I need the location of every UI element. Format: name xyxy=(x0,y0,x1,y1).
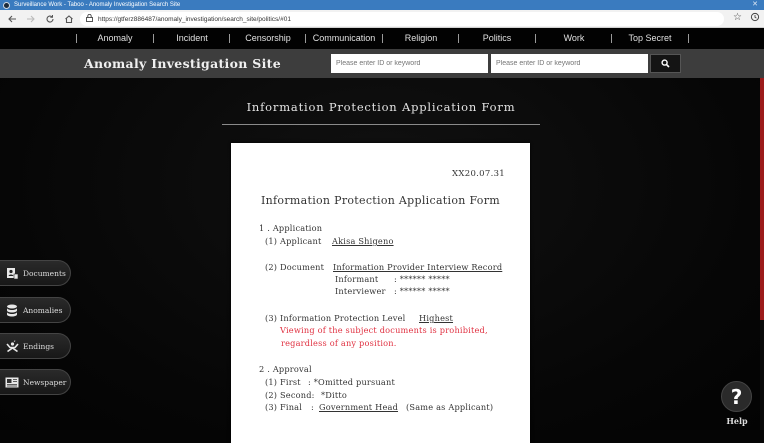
informant-label: Informant xyxy=(335,274,379,284)
search-button[interactable] xyxy=(650,54,681,73)
document-label: (2) Document xyxy=(265,262,325,272)
site-header xyxy=(0,49,764,78)
app-icon xyxy=(3,2,10,9)
approval-first-label: (1) First xyxy=(265,377,301,387)
warning-text-line1: Viewing of the subject documents is prohibited, xyxy=(280,325,488,335)
category-nav xyxy=(0,28,764,49)
reload-button[interactable] xyxy=(43,12,57,26)
protection-level-label: (3) Information Protection Level xyxy=(265,313,406,323)
forward-button[interactable] xyxy=(24,12,38,26)
sidebar-anomalies-button[interactable] xyxy=(0,297,71,323)
reload-icon xyxy=(45,14,55,24)
sidebar-anomalies-label: Anomalies xyxy=(23,305,63,315)
title-divider xyxy=(222,124,540,125)
nav-item-anomaly[interactable]: Anomaly xyxy=(97,33,133,43)
approval-first-value: : *Omitted pursuant xyxy=(308,377,395,387)
database-icon xyxy=(5,303,19,317)
documents-icon xyxy=(5,266,19,280)
window-title: Surveillance Work - Taboo - Anomaly Investigation Search Site xyxy=(14,2,181,8)
window-titlebar xyxy=(0,0,764,10)
favorite-star-icon[interactable]: ☆ xyxy=(733,12,742,23)
applicant-value: Akisa Shigeno xyxy=(332,236,394,246)
arrow-left-icon xyxy=(7,14,17,24)
interviewer-value: : ****** ***** xyxy=(394,286,450,296)
newspaper-icon xyxy=(5,375,19,389)
page-title: Information Protection Application Form xyxy=(246,100,516,114)
scrollbar-thumb[interactable] xyxy=(760,78,764,320)
approval-second-label: (2) Second: xyxy=(265,390,315,400)
site-title: Anomaly Investigation Site xyxy=(84,56,281,71)
protection-level-value: Highest xyxy=(419,313,454,323)
document-title: Information Protection Application Form xyxy=(261,194,500,207)
approval-final-note: (Same as Applicant) xyxy=(406,402,494,412)
nav-item-incident[interactable]: Incident xyxy=(176,33,208,43)
nav-item-work[interactable]: Work xyxy=(563,33,585,43)
help-button[interactable]: ? xyxy=(721,381,752,412)
nav-item-politics[interactable]: Politics xyxy=(482,33,512,43)
search-icon xyxy=(661,59,670,68)
address-bar[interactable] xyxy=(80,12,724,26)
nav-item-communication[interactable]: Communication xyxy=(312,33,376,43)
sidebar-documents-label: Documents xyxy=(23,268,66,278)
endings-icon xyxy=(5,339,19,353)
approval-second-value: *Ditto xyxy=(321,390,347,400)
warning-text-line2: regardless of any position. xyxy=(281,338,397,348)
sidebar-newspaper-label: Newspaper xyxy=(23,377,67,387)
search-input-2[interactable] xyxy=(491,54,648,73)
sidebar-newspaper-button[interactable] xyxy=(0,369,71,395)
approval-final-separator: : xyxy=(311,402,314,412)
back-button[interactable] xyxy=(5,12,19,26)
arrow-right-icon xyxy=(26,14,36,24)
help-label: Help xyxy=(726,416,748,426)
sidebar-endings-label: Endings xyxy=(23,341,54,351)
home-icon xyxy=(64,14,74,24)
document-value: Information Provider Interview Record xyxy=(333,262,503,272)
browser-toolbar xyxy=(0,10,764,28)
url-text: https://gtferz886487/anomaly_investigation/search_site/politics/#01 xyxy=(98,15,291,23)
section-approval-heading: 2 . Approval xyxy=(259,364,312,374)
search-input-1[interactable] xyxy=(331,54,488,73)
sidebar-documents-button[interactable] xyxy=(0,260,71,286)
lock-icon xyxy=(86,14,93,24)
home-button[interactable] xyxy=(62,12,76,26)
history-icon[interactable] xyxy=(750,12,760,25)
interviewer-label: Interviewer xyxy=(335,286,386,296)
nav-item-top-secret[interactable]: Top Secret xyxy=(628,33,672,43)
approval-final-label: (3) Final xyxy=(265,402,303,412)
section-application-heading: 1 . Application xyxy=(259,223,323,233)
nav-separator xyxy=(688,34,689,43)
nav-item-censorship[interactable]: Censorship xyxy=(245,33,291,43)
approval-final-value: Government Head xyxy=(319,402,399,412)
informant-value: : ****** ***** xyxy=(394,274,450,284)
applicant-label: (1) Applicant xyxy=(265,236,322,246)
document-date: XX20.07.31 xyxy=(452,169,505,179)
nav-item-religion[interactable]: Religion xyxy=(404,33,438,43)
close-window-icon[interactable]: ✕ xyxy=(752,1,758,8)
document-paper xyxy=(231,143,530,443)
sidebar-endings-button[interactable] xyxy=(0,333,71,359)
